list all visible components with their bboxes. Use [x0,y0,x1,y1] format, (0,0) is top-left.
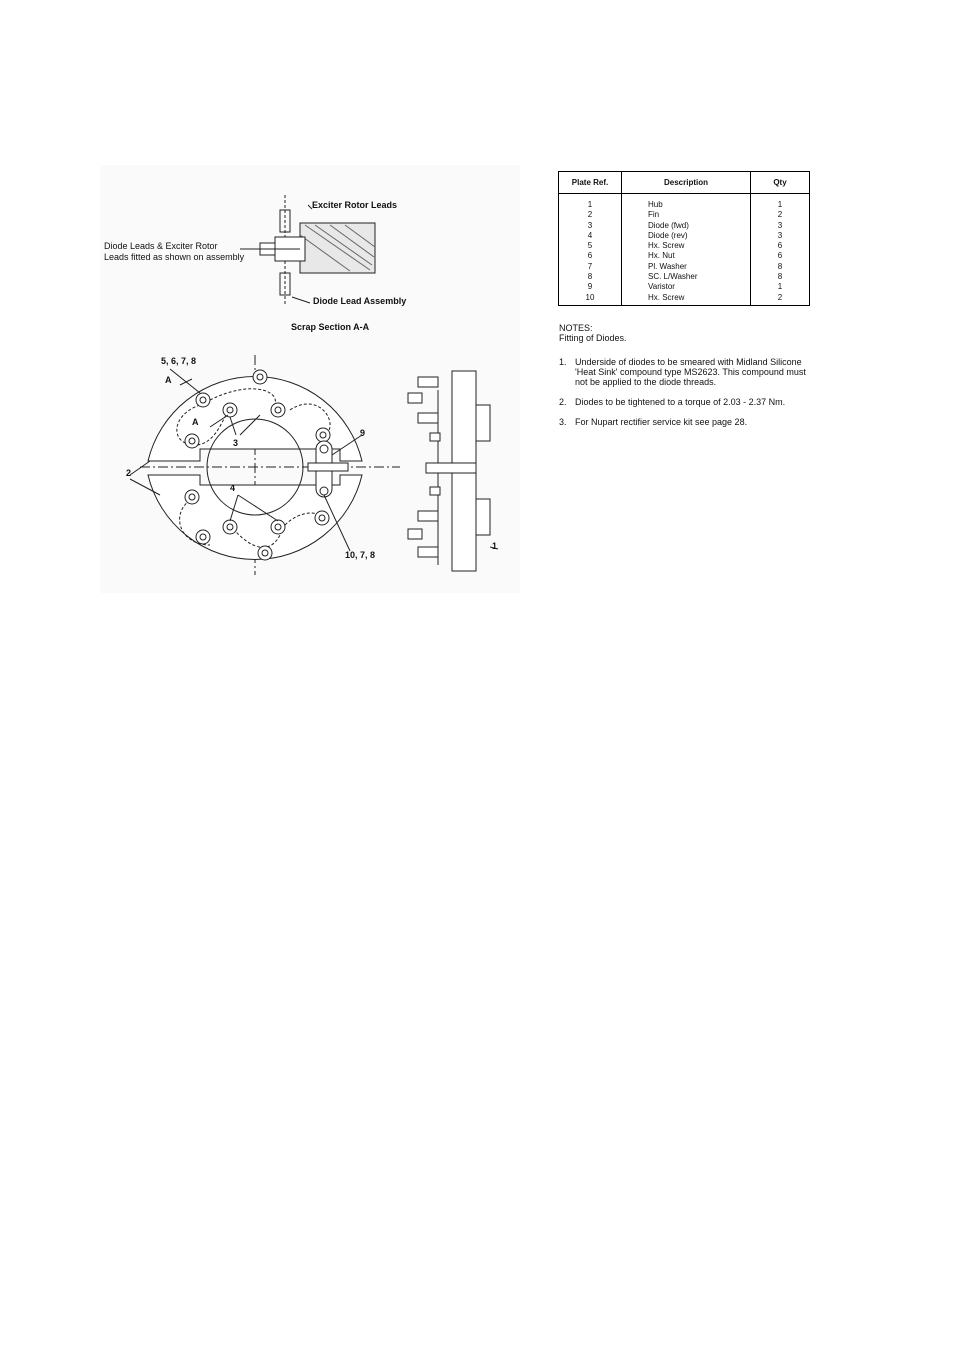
diode-lead-assembly-label: Diode Lead Assembly [313,296,407,306]
rectifier-assembly-figure [100,165,520,593]
callout-4: 4 [230,483,236,493]
parts-table-header [559,172,810,194]
qty-cell: 3 [777,220,783,230]
ref-cell: 9 [587,282,593,292]
diode-leads-note-line1: Diode Leads & Exciter Rotor [104,241,218,251]
note-number: 3. [559,417,567,427]
callout-3: 3 [233,438,239,448]
note-number: 2. [559,397,567,407]
ref-cell: 2 [587,210,593,220]
qty-cell: 1 [777,282,783,292]
header-plate-ref: Plate Ref. [559,172,622,194]
ref-column [559,194,622,306]
desc-cell: Fin [648,210,660,220]
desc-cell: SC. L/Washer [648,272,698,282]
notes-section [559,323,819,427]
exciter-rotor-leads-label: Exciter Rotor Leads [312,200,398,210]
notes-subheading: Fitting of Diodes. [559,333,627,343]
note-text: Underside of diodes to be smeared with Midland Silicone 'Heat Sink' compound type MS2623. This compound must not be applied to the diode threads. [575,357,806,387]
desc-cell: Pl. Washer [648,261,687,271]
ref-cell: 10 [585,292,595,302]
desc-cell: Hx. Screw [648,292,685,302]
desc-cell: Diode (rev) [648,230,688,240]
notes-heading: NOTES: [559,323,593,333]
ref-cell: 5 [587,241,593,251]
diode-leads-note-line2: Leads fitted as shown on assembly [104,252,245,262]
header-qty: Qty [751,172,810,194]
desc-cell: Varistor [648,282,675,292]
callout-9: 9 [360,428,366,438]
ref-cell: 6 [587,251,593,261]
qty-cell: 8 [777,261,783,271]
callout-a-upper: A [165,375,172,385]
description-column [622,194,751,306]
note-number: 1. [559,357,567,367]
note-text: Diodes to be tightened to a torque of 2.03 - 2.37 Nm. [575,397,786,407]
callout-a-lower: A [192,417,199,427]
ref-cell: 3 [587,220,593,230]
callout-10-7-8: 10, 7, 8 [345,550,376,560]
callout-5-6-7-8: 5, 6, 7, 8 [161,356,197,366]
ref-cell: 1 [587,200,593,209]
qty-cell: 2 [777,292,783,302]
qty-cell: 2 [777,210,783,220]
qty-cell: 1 [777,200,783,209]
ref-cell: 7 [587,261,593,271]
note-item [559,357,819,387]
desc-cell: Diode (fwd) [648,220,689,230]
note-item [559,417,819,427]
note-text: For Nupart rectifier service kit see page 28. [575,417,748,427]
parts-table-body [559,194,810,306]
ref-cell: 4 [587,230,593,240]
desc-cell: Hx. Nut [648,251,675,261]
qty-cell: 3 [777,230,783,240]
callout-2: 2 [126,468,132,478]
qty-cell: 6 [777,241,783,251]
ref-cell: 8 [587,272,593,282]
note-item [559,397,819,407]
callout-1: 1 [492,541,498,551]
desc-cell: Hx. Screw [648,241,685,251]
parts-table [558,171,810,306]
header-description: Description [622,172,751,194]
qty-cell: 6 [777,251,783,261]
desc-cell: Hub [648,200,663,209]
rectifier-drawing [100,165,520,593]
scrap-section-label: Scrap Section A-A [291,322,370,332]
qty-cell: 8 [777,272,783,282]
qty-column [751,194,810,306]
